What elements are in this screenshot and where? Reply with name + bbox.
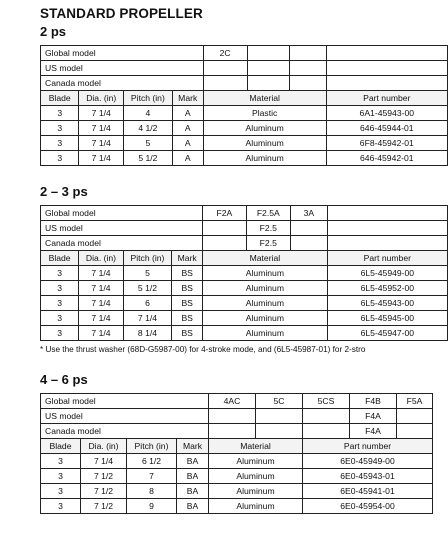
table-row	[41, 469, 433, 484]
section-heading-4-6ps: 4 – 6 ps	[40, 372, 88, 387]
table-row	[41, 281, 448, 296]
table-row	[41, 326, 448, 341]
pitch-cell: 4	[124, 106, 173, 121]
column-header: Dia. (in)	[79, 91, 124, 106]
table-row	[41, 311, 448, 326]
model-cell-empty	[326, 46, 447, 61]
material-cell: Plastic	[203, 106, 326, 121]
propeller-table-2-3ps	[40, 205, 448, 341]
part-number-cell: 6L5-45947-00	[327, 326, 447, 341]
part-number-cell: 6F8-45942-01	[326, 136, 447, 151]
column-header-row	[41, 439, 433, 454]
model-cell	[209, 409, 256, 424]
model-label: Canada model	[41, 424, 209, 439]
table-row	[41, 151, 448, 166]
model-label: US model	[41, 409, 209, 424]
material-cell: Aluminum	[203, 281, 328, 296]
model-cell	[290, 76, 326, 91]
model-cell	[247, 46, 290, 61]
material-cell: Aluminum	[203, 296, 328, 311]
model-cell: F4B	[350, 394, 397, 409]
mark-cell: BA	[177, 499, 209, 514]
table-row	[41, 296, 448, 311]
mark-cell: BA	[177, 484, 209, 499]
model-cell-empty	[327, 221, 447, 236]
model-cell	[203, 61, 247, 76]
model-label: US model	[41, 61, 204, 76]
table-row	[41, 499, 433, 514]
model-row-global	[41, 206, 448, 221]
model-cell	[247, 61, 290, 76]
mark-cell: BS	[172, 281, 203, 296]
column-header: Mark	[172, 251, 203, 266]
mark-cell: BS	[172, 266, 203, 281]
model-row-global	[41, 46, 448, 61]
section-heading-2-3ps: 2 – 3 ps	[40, 184, 88, 199]
column-header: Part number	[326, 91, 447, 106]
part-number-cell: 6L5-45952-00	[327, 281, 447, 296]
pitch-cell: 5 1/2	[124, 151, 173, 166]
model-cell: 4AC	[209, 394, 256, 409]
diameter-cell: 7 1/4	[79, 326, 124, 341]
part-number-cell: 6E0-45954-00	[303, 499, 433, 514]
mark-cell: BS	[172, 311, 203, 326]
model-label: Canada model	[41, 76, 204, 91]
model-label: Canada model	[41, 236, 203, 251]
model-cell: F5A	[397, 394, 433, 409]
model-label: Global model	[41, 46, 204, 61]
table-row	[41, 484, 433, 499]
model-cell	[209, 424, 256, 439]
blade-cell: 3	[41, 296, 79, 311]
blade-cell: 3	[41, 136, 79, 151]
column-header: Material	[203, 91, 326, 106]
blade-cell: 3	[41, 484, 81, 499]
blade-cell: 3	[41, 121, 79, 136]
diameter-cell: 7 1/4	[79, 106, 124, 121]
material-cell: Aluminum	[203, 136, 326, 151]
part-number-cell: 646-45942-01	[326, 151, 447, 166]
model-cell	[203, 236, 246, 251]
model-cell: 5CS	[303, 394, 350, 409]
material-cell: Aluminum	[203, 311, 328, 326]
column-header: Pitch (in)	[124, 91, 173, 106]
model-row-us	[41, 409, 433, 424]
material-cell: Aluminum	[203, 326, 328, 341]
mark-cell: BA	[177, 469, 209, 484]
propeller-table-2ps	[40, 45, 448, 166]
model-cell: F2A	[203, 206, 246, 221]
blade-cell: 3	[41, 151, 79, 166]
part-number-cell: 6E0-45943-01	[303, 469, 433, 484]
pitch-cell: 5	[123, 266, 171, 281]
model-label: Global model	[41, 394, 209, 409]
table-row	[41, 266, 448, 281]
column-header-row	[41, 251, 448, 266]
column-header: Mark	[172, 91, 203, 106]
model-cell	[397, 409, 433, 424]
mark-cell: BA	[177, 454, 209, 469]
blade-cell: 3	[41, 326, 79, 341]
part-number-cell: 646-45944-01	[326, 121, 447, 136]
diameter-cell: 7 1/4	[79, 151, 124, 166]
part-number-cell: 6E0-45949-00	[303, 454, 433, 469]
model-row-us	[41, 221, 448, 236]
model-cell: F2.5A	[246, 206, 290, 221]
mark-cell: A	[172, 106, 203, 121]
diameter-cell: 7 1/2	[81, 499, 127, 514]
footnote: * Use the thrust washer (68D-G5987-00) for 4-stroke mode, and (6L5-45987-01) for 2-stro	[40, 345, 366, 354]
column-header-row	[41, 91, 448, 106]
material-cell: Aluminum	[209, 499, 303, 514]
diameter-cell: 7 1/2	[81, 484, 127, 499]
model-cell	[203, 221, 246, 236]
column-header: Material	[209, 439, 303, 454]
diameter-cell: 7 1/4	[79, 121, 124, 136]
table-row	[41, 121, 448, 136]
mark-cell: A	[172, 121, 203, 136]
pitch-cell: 4 1/2	[124, 121, 173, 136]
model-cell: F4A	[350, 409, 397, 424]
model-cell-empty	[326, 61, 447, 76]
model-cell	[290, 46, 326, 61]
page-title: STANDARD PROPELLER	[40, 6, 203, 21]
mark-cell: BS	[172, 296, 203, 311]
blade-cell: 3	[41, 106, 79, 121]
model-label: US model	[41, 221, 203, 236]
model-row-us	[41, 61, 448, 76]
model-row-canada	[41, 76, 448, 91]
material-cell: Aluminum	[209, 469, 303, 484]
propeller-table-4-6ps	[40, 393, 433, 514]
model-row-global	[41, 394, 433, 409]
blade-cell: 3	[41, 281, 79, 296]
part-number-cell: 6E0-45941-01	[303, 484, 433, 499]
model-label: Global model	[41, 206, 203, 221]
part-number-cell: 6L5-45949-00	[327, 266, 447, 281]
model-cell: 3A	[290, 206, 327, 221]
model-cell	[303, 409, 350, 424]
blade-cell: 3	[41, 454, 81, 469]
material-cell: Aluminum	[203, 121, 326, 136]
column-header: Dia. (in)	[81, 439, 127, 454]
model-cell	[247, 76, 290, 91]
pitch-cell: 5 1/2	[123, 281, 171, 296]
model-row-canada	[41, 424, 433, 439]
column-header: Material	[203, 251, 328, 266]
diameter-cell: 7 1/4	[79, 281, 124, 296]
column-header: Blade	[41, 251, 79, 266]
pitch-cell: 7	[127, 469, 177, 484]
model-cell	[203, 76, 247, 91]
model-cell: F4A	[350, 424, 397, 439]
column-header: Pitch (in)	[123, 251, 171, 266]
column-header: Part number	[303, 439, 433, 454]
material-cell: Aluminum	[209, 484, 303, 499]
mark-cell: A	[172, 151, 203, 166]
part-number-cell: 6A1-45943-00	[326, 106, 447, 121]
pitch-cell: 6	[123, 296, 171, 311]
pitch-cell: 8 1/4	[123, 326, 171, 341]
blade-cell: 3	[41, 311, 79, 326]
column-header: Blade	[41, 439, 81, 454]
column-header: Mark	[177, 439, 209, 454]
blade-cell: 3	[41, 499, 81, 514]
blade-cell: 3	[41, 469, 81, 484]
part-number-cell: 6L5-45945-00	[327, 311, 447, 326]
mark-cell: BS	[172, 326, 203, 341]
diameter-cell: 7 1/2	[81, 469, 127, 484]
table-row	[41, 106, 448, 121]
pitch-cell: 8	[127, 484, 177, 499]
model-cell	[303, 424, 350, 439]
model-cell	[290, 61, 326, 76]
model-cell	[256, 424, 303, 439]
blade-cell: 3	[41, 266, 79, 281]
diameter-cell: 7 1/4	[79, 296, 124, 311]
section-heading-2ps: 2 ps	[40, 24, 67, 39]
part-number-cell: 6L5-45943-00	[327, 296, 447, 311]
diameter-cell: 7 1/4	[79, 136, 124, 151]
pitch-cell: 5	[124, 136, 173, 151]
model-cell-empty	[327, 206, 447, 221]
column-header: Blade	[41, 91, 79, 106]
table-row	[41, 454, 433, 469]
column-header: Dia. (in)	[79, 251, 124, 266]
mark-cell: A	[172, 136, 203, 151]
model-cell: 2C	[203, 46, 247, 61]
model-row-canada	[41, 236, 448, 251]
table-row	[41, 136, 448, 151]
model-cell	[290, 236, 327, 251]
model-cell	[256, 409, 303, 424]
model-cell: 5C	[256, 394, 303, 409]
model-cell-empty	[327, 236, 447, 251]
material-cell: Aluminum	[209, 454, 303, 469]
model-cell: F2.5	[246, 236, 290, 251]
model-cell-empty	[326, 76, 447, 91]
material-cell: Aluminum	[203, 151, 326, 166]
pitch-cell: 6 1/2	[127, 454, 177, 469]
diameter-cell: 7 1/4	[79, 311, 124, 326]
diameter-cell: 7 1/4	[81, 454, 127, 469]
diameter-cell: 7 1/4	[79, 266, 124, 281]
column-header: Pitch (in)	[127, 439, 177, 454]
pitch-cell: 7 1/4	[123, 311, 171, 326]
model-cell	[397, 424, 433, 439]
model-cell	[290, 221, 327, 236]
model-cell: F2.5	[246, 221, 290, 236]
pitch-cell: 9	[127, 499, 177, 514]
column-header: Part number	[327, 251, 447, 266]
material-cell: Aluminum	[203, 266, 328, 281]
